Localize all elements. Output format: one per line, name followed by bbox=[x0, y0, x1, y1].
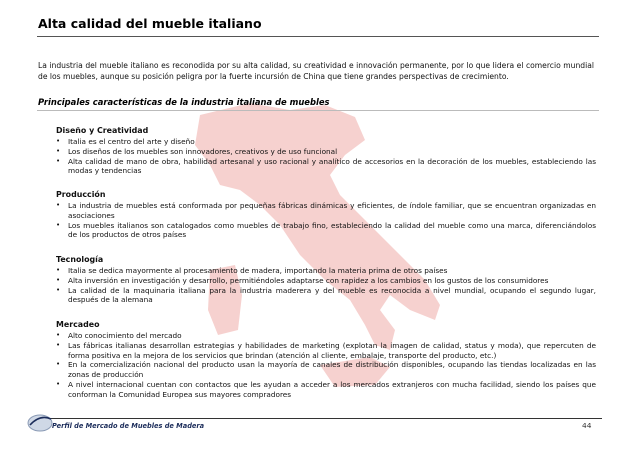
section-heading: Producción bbox=[56, 190, 106, 199]
title-divider bbox=[37, 36, 599, 37]
section-diseno-creatividad bbox=[56, 126, 596, 176]
bullet-icon: • bbox=[56, 156, 61, 165]
list-item bbox=[56, 286, 596, 306]
list-item-text: La calidad de la maquinaria italiana para la industria maderera y del mueble es reconocida a nivel mundial, ocupando el segundo lugar, después de la alemana bbox=[68, 285, 596, 305]
list-item-text: Italia es el centro del arte y diseño bbox=[68, 137, 195, 146]
list-item bbox=[56, 157, 596, 177]
section-heading: Diseño y Creatividad bbox=[56, 126, 149, 135]
section-subheading: Principales características de la industria italiana de muebles bbox=[38, 97, 330, 107]
section-tecnologia bbox=[56, 255, 596, 305]
list-item bbox=[56, 360, 596, 380]
bullet-list bbox=[56, 266, 596, 305]
list-item-text: Los muebles italianos son catalogados como muebles de trabajo fino, estableciendo la calidad del mueble como una marca, diferenciándolos de los productos de otros países bbox=[68, 220, 596, 240]
list-item bbox=[56, 221, 596, 241]
list-item bbox=[56, 201, 596, 221]
list-item bbox=[56, 331, 596, 341]
bullet-icon: • bbox=[56, 275, 61, 284]
subheading-divider bbox=[37, 110, 599, 111]
list-item bbox=[56, 266, 596, 276]
section-heading: Mercadeo bbox=[56, 320, 100, 329]
list-item-text: La industria de muebles está conformada por pequeñas fábricas dinámicas y eficientes, de índole familiar, que se encuentran organizadas en asociaciones bbox=[68, 201, 596, 220]
bullet-list bbox=[56, 201, 596, 240]
list-item-text: Las fábricas italianas desarrollan estrategias y habilidades de marketing (explotan la imagen de calidad, status y moda), que repercuten de forma positiva en la mejora de los servicios que brindan (atención al cliente, embalaje, transporte del producto, etc.) bbox=[68, 340, 596, 360]
list-item-text: Alta inversión en investigación y desarrollo, permitiéndoles adaptarse con rapidez a los cambios en los gustos de los consumidores bbox=[68, 275, 549, 285]
document-title: Alta calidad del mueble italiano bbox=[38, 16, 262, 31]
swoosh-logo-icon bbox=[26, 410, 54, 434]
bullet-icon: • bbox=[56, 266, 61, 274]
bullet-icon: • bbox=[56, 360, 61, 369]
list-item-text: En la comercialización nacional del producto usan la mayoría de canales de distribución disponibles, ocupando las tiendas localizadas en las zonas de producción bbox=[68, 360, 596, 380]
section-heading: Tecnología bbox=[56, 255, 104, 264]
list-item-text: Italia se dedica mayormente al procesamiento de madera, importando la materia prima de otros países bbox=[68, 266, 448, 275]
list-item bbox=[56, 147, 596, 157]
list-item bbox=[56, 276, 596, 286]
list-item-text: Alta calidad de mano de obra, habilidad artesanal y uso racional y analítico de accesorios en la decoración de los muebles, estableciendo las modas y tendencias bbox=[68, 156, 596, 176]
bullet-icon: • bbox=[56, 340, 61, 349]
list-item bbox=[56, 380, 596, 400]
bullet-list bbox=[56, 137, 596, 176]
list-item-text: Alto conocimiento del mercado bbox=[68, 331, 182, 340]
footer-title: Perfil de Mercado de Muebles de Madera bbox=[52, 422, 205, 430]
bullet-icon: • bbox=[56, 137, 61, 145]
list-item-text: A nivel internacional cuentan con contactos que les ayudan a acceder a los mercados extranjeros con mucha facilidad, siendo los países que conforman la Comunidad Europea sus mayores compradores bbox=[68, 379, 596, 399]
bullet-icon: • bbox=[56, 285, 61, 294]
bullet-icon: • bbox=[56, 331, 61, 339]
section-produccion bbox=[56, 190, 596, 240]
list-item bbox=[56, 137, 596, 147]
section-mercadeo bbox=[56, 320, 596, 400]
bullet-icon: • bbox=[56, 220, 61, 229]
page-number: 44 bbox=[582, 421, 592, 430]
list-item-text: Los diseños de los muebles son innovadores, creativos y de uso funcional bbox=[68, 146, 338, 156]
bullet-icon: • bbox=[56, 379, 61, 388]
bullet-icon: • bbox=[56, 146, 61, 155]
bullet-icon: • bbox=[56, 201, 61, 209]
list-item bbox=[56, 341, 596, 361]
bullet-list bbox=[56, 331, 596, 400]
intro-paragraph: La industria del mueble italiano es reconodida por su alta calidad, su creatividad e innovación permanente, por lo que lidera el comercio mundial de los muebles, aunque su posición peligra por la fuerte incursión de China que tiene grandes perspectivas de crecimiento. bbox=[38, 61, 594, 81]
